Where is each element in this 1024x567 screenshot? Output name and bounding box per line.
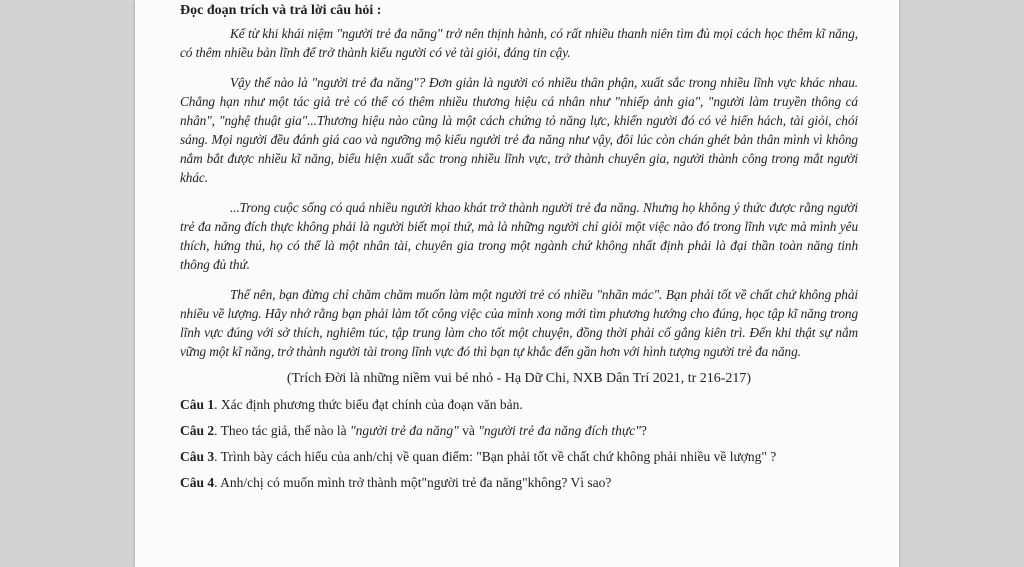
question-4 [180,473,858,492]
question-2-term-1: "người trẻ đa năng" [349,423,459,438]
source-citation: (Trích Đời là những niềm vui bé nhỏ - Hạ Dữ Chi, NXB Dân Trí 2021, tr 216-217) [286,371,752,386]
paragraph-3: ...Trong cuộc sống có quá nhiều người khao khát trở thành người trẻ đa năng. Nhưng họ không ý thức được rằng người trẻ đa năng đích thực không phải là người biết mọi thứ, mà là những người chỉ giỏi một việc nào đó trong lĩnh vực mà mình yêu thích, hứng thú, họ có thể là một nhân tài, chuyên gia trong một ngành chứ không nhất định phải là đại thần toàn năng tinh thông đủ thứ. [180,200,858,272]
question-2-text: . Theo tác giả, thế nào là [214,423,350,438]
question-3 [180,447,858,466]
document-page [135,0,899,567]
question-2-term-2: "người trẻ đa năng đích thực" [478,423,641,438]
question-1-label: Câu 1 [180,397,215,412]
question-4-text: . Anh/chị có muốn mình trở thành một"người trẻ đa năng"không? Vì sao? [214,475,612,490]
question-2-end: ? [640,423,647,438]
document-content [180,0,858,499]
question-3-text: . Trình bày cách hiểu của anh/chị về quan điểm: "Bạn phải tốt về chất chứ không phải nhiều về lượng" ? [214,449,777,464]
question-2-label: Câu 2 [180,423,215,438]
paragraph-4: Thế nên, bạn đừng chỉ chăm chăm muốn làm một người trẻ có nhiều "nhãn mác". Bạn phải tốt về chất chứ không phải nhiều về lượng. Hãy nhớ rằng bạn phải làm tốt công việc của mình xong mới tìm phương hướng cho đúng, học tập kĩ năng trong lĩnh vực đúng với sở thích, nghiêm túc, tập trung làm cho tốt một chuyện, đồng thời phải cố gắng kiên trì. Đến khi thật sự nắm vững một kĩ năng, trở thành người tài trong lĩnh vực đó thì bạn tự khắc đến gần hơn với hình tượng người trẻ đa năng. [180,287,858,359]
question-2-conjunction: và [458,423,479,438]
question-1 [180,395,858,414]
question-1-text: . Xác định phương thức biểu đạt chính của đoạn văn bản. [214,397,523,412]
question-4-label: Câu 4 [180,475,215,490]
paragraph-2: Vậy thế nào là "người trẻ đa năng"? Đơn giản là người có nhiều thân phận, xuất sắc trong nhiều lĩnh vực khác nhau. Chẳng hạn như một tác giả trẻ có thể có thêm nhiều thương hiệu cá nhân như "nhiếp ảnh gia", "người làm truyền thông cá nhân", "nghệ thuật gia"...Thương hiệu nào cũng là một cách chứng tỏ năng lực, khiến người đó có vẻ hiển hách, tài giỏi, chói sáng. Mọi người đều đánh giá cao và ngưỡng mộ kiểu người trẻ đa năng như vậy, đôi lúc còn chán ghét bản thân mình vì không nắm bắt được nhiều kĩ năng, biểu hiện xuất sắc trong nhiều lĩnh vực, trở thành chuyên gia, người thành công trong mắt người khác. [180,75,858,185]
question-3-label: Câu 3 [180,449,215,464]
question-2 [180,421,858,440]
paragraph-1: Kể từ khi khái niệm "người trẻ đa năng" trở nên thịnh hành, có rất nhiều thanh niên tìm đủ mọi cách học thêm kĩ năng, có thêm nhiều bản lĩnh để trở thành kiểu người có vẻ tài giỏi, đáng tin cậy. [180,26,858,60]
document-heading: Đọc đoạn trích và trả lời câu hỏi : [180,3,382,18]
